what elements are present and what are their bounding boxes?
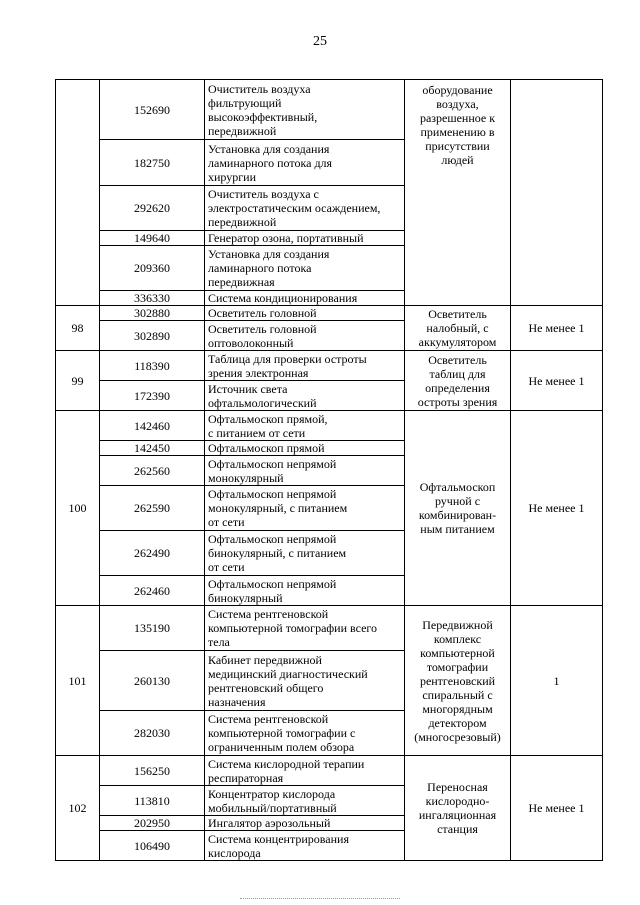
- item-name: Офтальмоскоп прямой: [205, 441, 405, 456]
- item-name: Кабинет передвижной медицинский диагностический рентгеновский общего назначения: [205, 651, 405, 711]
- item-code: 149640: [100, 231, 205, 246]
- item-code: 113810: [100, 786, 205, 816]
- item-code: 172390: [100, 381, 205, 411]
- item-name: Система концентрирования кислорода: [205, 831, 405, 861]
- table-row: [56, 306, 603, 321]
- page-number: 25: [313, 34, 327, 49]
- equipment-name: Осветитель таблиц для определения остроты зрения: [405, 351, 511, 411]
- item-name: Источник света офтальмологический: [205, 381, 405, 411]
- quantity: Не менее 1: [511, 351, 603, 411]
- item-code: 182750: [100, 140, 205, 186]
- item-name: Таблица для проверки остроты зрения электронная: [205, 351, 405, 381]
- scan-artifact: [240, 898, 400, 901]
- item-name: Очиститель воздуха фильтрующий высокоэффективный, передвижной: [205, 80, 405, 140]
- item-name: Офтальмоскоп непрямой монокулярный: [205, 456, 405, 486]
- row-number: 101: [56, 606, 100, 756]
- table-row: [56, 756, 603, 786]
- item-code: 152690: [100, 80, 205, 140]
- item-code: 262460: [100, 576, 205, 606]
- quantity: [511, 80, 603, 306]
- equipment-name: Переносная кислородно- ингаляционная станция: [405, 756, 511, 861]
- item-code: 135190: [100, 606, 205, 651]
- item-code: 209360: [100, 246, 205, 291]
- item-code: 282030: [100, 711, 205, 756]
- item-name: Система рентгеновской компьютерной томографии всего тела: [205, 606, 405, 651]
- item-name: Осветитель головной: [205, 306, 405, 321]
- equipment-name: оборудование воздуха, разрешенное к применению в присутствии людей: [405, 80, 511, 306]
- item-name: Офтальмоскоп непрямой бинокулярный, с питанием от сети: [205, 531, 405, 576]
- row-number: 100: [56, 411, 100, 606]
- item-code: 260130: [100, 651, 205, 711]
- equipment-table-body: [56, 80, 603, 861]
- item-name: Система кислородной терапии респираторная: [205, 756, 405, 786]
- quantity: 1: [511, 606, 603, 756]
- item-name: Ингалятор аэрозольный: [205, 816, 405, 831]
- item-name: Установка для создания ламинарного потока для хирургии: [205, 140, 405, 186]
- item-name: Система кондиционирования: [205, 291, 405, 306]
- item-code: 142460: [100, 411, 205, 441]
- equipment-name: Офтальмоскоп ручной с комбинирован- ным питанием: [405, 411, 511, 606]
- item-name: Очиститель воздуха с электростатическим осаждением, передвижной: [205, 186, 405, 231]
- item-name: Офтальмоскоп непрямой монокулярный, с питанием от сети: [205, 486, 405, 531]
- item-code: 262560: [100, 456, 205, 486]
- item-name: Система рентгеновской компьютерной томографии с ограниченным полем обзора: [205, 711, 405, 756]
- row-number: 99: [56, 351, 100, 411]
- item-code: 118390: [100, 351, 205, 381]
- item-code: 336330: [100, 291, 205, 306]
- quantity: Не менее 1: [511, 411, 603, 606]
- item-code: 142450: [100, 441, 205, 456]
- row-number: 102: [56, 756, 100, 861]
- item-name: Генератор озона, портативный: [205, 231, 405, 246]
- table-row: [56, 80, 603, 140]
- item-name: Офтальмоскоп непрямой бинокулярный: [205, 576, 405, 606]
- row-number: [56, 80, 100, 306]
- quantity: Не менее 1: [511, 306, 603, 351]
- equipment-table: [55, 79, 603, 861]
- item-name: Осветитель головной оптоволоконный: [205, 321, 405, 351]
- table-row: [56, 411, 603, 441]
- row-number: 98: [56, 306, 100, 351]
- equipment-name: Передвижной комплекс компьютерной томографии рентгеновский спиральный с многорядным детектором (многосрезовый): [405, 606, 511, 756]
- item-code: 302890: [100, 321, 205, 351]
- quantity: Не менее 1: [511, 756, 603, 861]
- item-name: Офтальмоскоп прямой, с питанием от сети: [205, 411, 405, 441]
- item-code: 262490: [100, 531, 205, 576]
- table-row: [56, 606, 603, 651]
- item-code: 156250: [100, 756, 205, 786]
- item-code: 292620: [100, 186, 205, 231]
- item-name: Концентратор кислорода мобильный/портативный: [205, 786, 405, 816]
- item-code: 202950: [100, 816, 205, 831]
- item-name: Установка для создания ламинарного потока передвижная: [205, 246, 405, 291]
- item-code: 106490: [100, 831, 205, 861]
- item-code: 302880: [100, 306, 205, 321]
- item-code: 262590: [100, 486, 205, 531]
- table-row: [56, 351, 603, 381]
- equipment-name: Осветитель налобный, с аккумулятором: [405, 306, 511, 351]
